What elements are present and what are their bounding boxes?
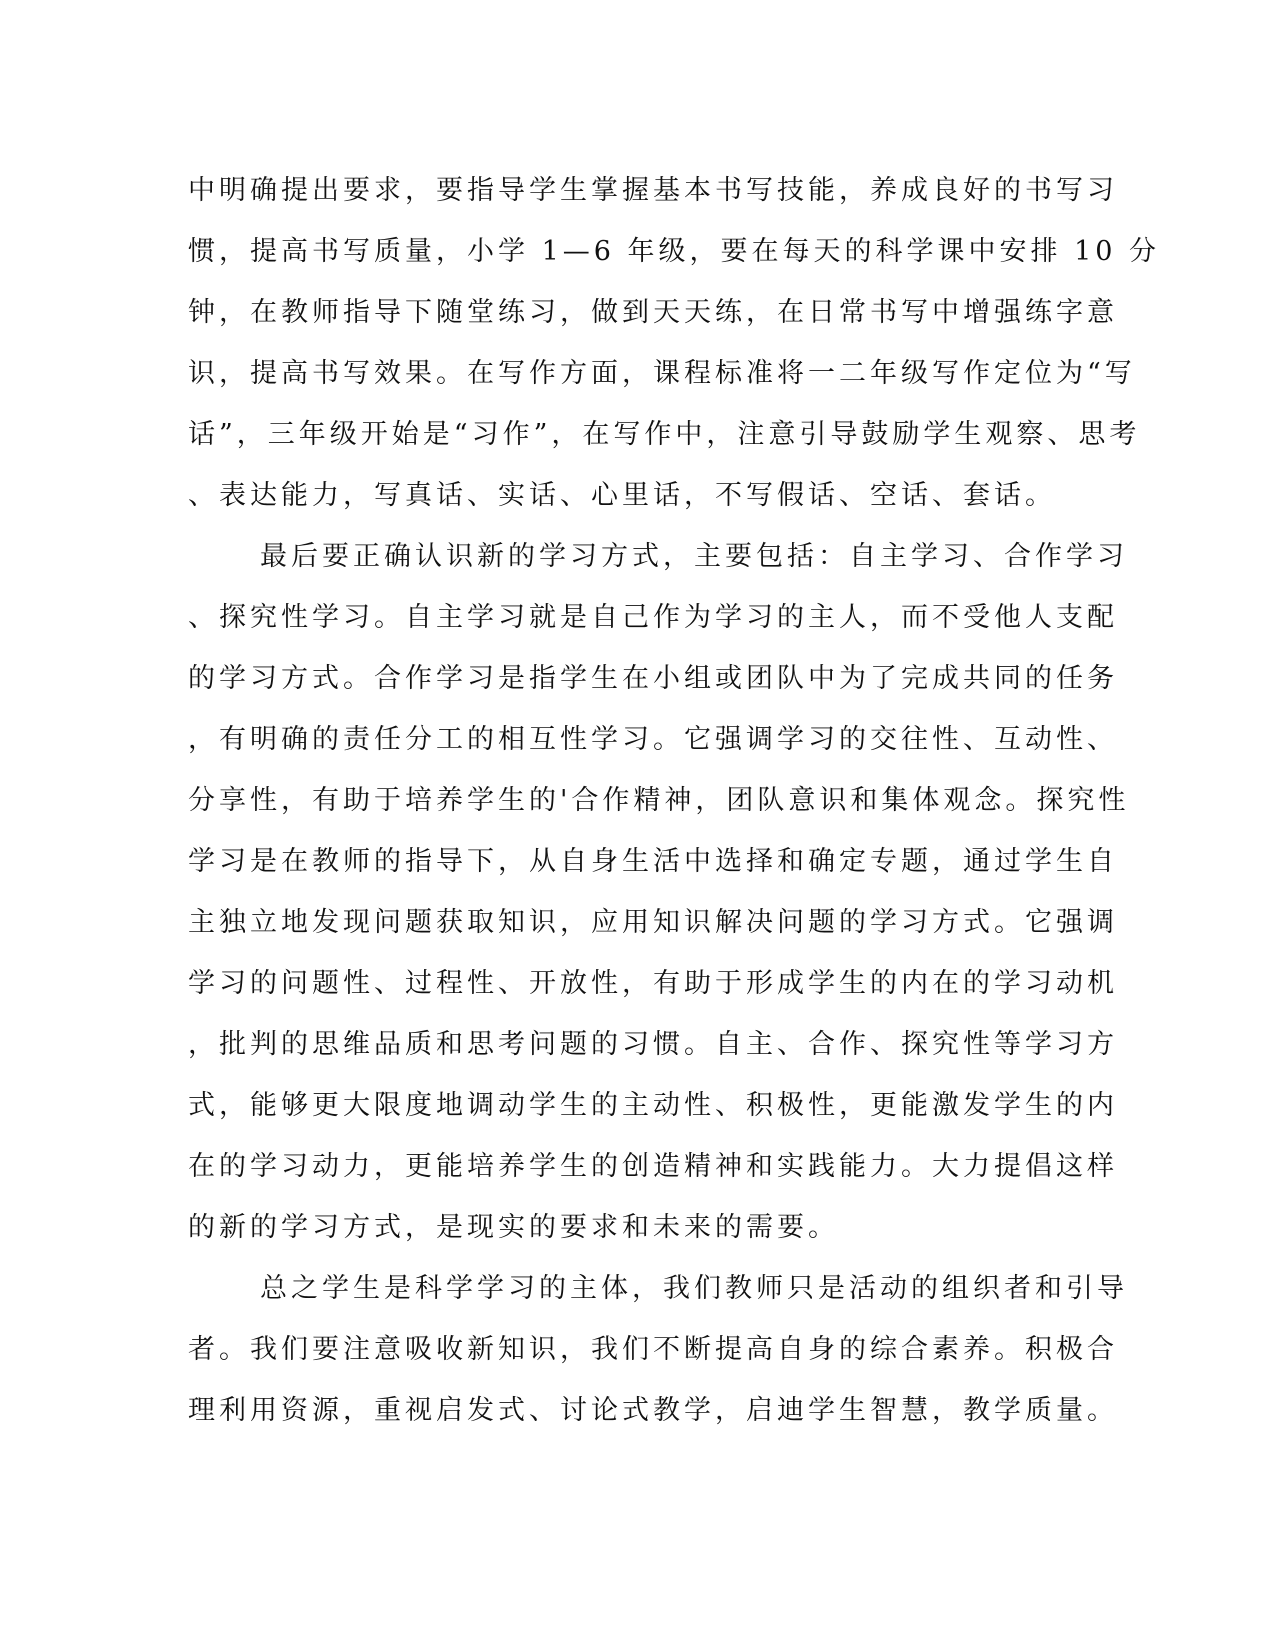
text-line: 中明确提出要求，要指导学生掌握基本书写技能，养成良好的书写习 (188, 175, 1118, 206)
text-line: 、探究性学习。自主学习就是自己作为学习的主人，而不受他人支配 (188, 602, 1118, 633)
text-line: 识，提高书写效果。在写作方面，课程标准将一二年级写作定位为“写 (188, 358, 1136, 389)
text-line: 总之学生是科学学习的主体，我们教师只是活动的组织者和引导 (260, 1273, 1128, 1304)
text-line: 理利用资源，重视启发式、讨论式教学，启迪学生智慧，教学质量。 (188, 1395, 1118, 1426)
document-body (188, 160, 1161, 1441)
text-line: 学习是在教师的指导下，从自身生活中选择和确定专题，通过学生自 (188, 846, 1118, 877)
paragraph-conclusion (188, 1258, 1128, 1441)
text-line: ，有明确的责任分工的相互性学习。它强调学习的交往性、互动性、 (188, 724, 1118, 755)
text-line: 在的学习动力，更能培养学生的创造精神和实践能力。大力提倡这样 (188, 1151, 1118, 1182)
text-line: 钟，在教师指导下随堂练习，做到天天练，在日常书写中增强练字意 (188, 297, 1118, 328)
text-line: 主独立地发现问题获取知识，应用知识解决问题的学习方式。它强调 (188, 907, 1118, 938)
text-line: 学习的问题性、过程性、开放性，有助于形成学生的内在的学习动机 (188, 968, 1118, 999)
text-line: 者。我们要注意吸收新知识，我们不断提高自身的综合素养。积极合 (188, 1334, 1118, 1365)
text-line: 话”，三年级开始是“习作”，在写作中，注意引导鼓励学生观察、思考 (188, 419, 1141, 450)
text-line: 分享性，有助于培养学生的'合作精神，团队意识和集体观念。探究性 (188, 785, 1130, 816)
text-line: 的新的学习方式，是现实的要求和未来的需要。 (188, 1212, 839, 1243)
text-line: 的学习方式。合作学习是指学生在小组或团队中为了完成共同的任务 (188, 663, 1118, 694)
paragraph-writing (188, 160, 1161, 526)
text-line: 惯，提高书写质量，小学 1—6 年级，要在每天的科学课中安排 10 分 (188, 236, 1161, 267)
paragraph-learning-methods (188, 526, 1130, 1258)
text-line: 、表达能力，写真话、实话、心里话，不写假话、空话、套话。 (188, 480, 1056, 511)
text-line: 最后要正确认识新的学习方式，主要包括：自主学习、合作学习 (260, 541, 1128, 572)
text-line: ，批判的思维品质和思考问题的习惯。自主、合作、探究性等学习方 (188, 1029, 1118, 1060)
text-line: 式，能够更大限度地调动学生的主动性、积极性，更能激发学生的内 (188, 1090, 1118, 1121)
